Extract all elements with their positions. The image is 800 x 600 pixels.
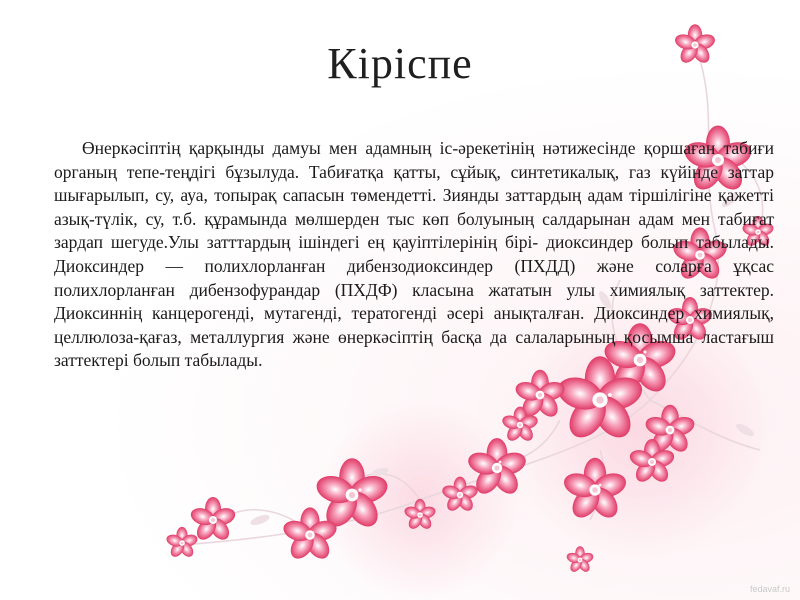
watermark-text: fedavaf.ru bbox=[749, 584, 790, 594]
slide-title: Кіріспе bbox=[327, 39, 473, 88]
slide-body-text: Өнеркәсіптің қарқынды дамуы мен адамның іс-әрекетінің нәтижесінде қоршаған табиғи органың тепе-теңдігі бұзылуда. Табиғатқа қатты, сұйық, синтетикалық, газ күйінде заттар шығарылып, су, ауа, топырақ сапасын төмендетті. Зиянды заттардың адам тіршілігіне қажетті азық-түлік, су, т.б. құрамында мөлшерден тыс көп болуының салдарынан адам мен табиғат зардап шегуде.Улы затттардың ішіндегі ең қауіптілерінің бірі- диоксиндер болып табылады. Диоксиндер — полихлорланған дибензодиоксиндер (ПХДД) және соларға ұқсас полихлорланған дибензофурандар (ПХДФ) класына жататын улы химиялық заттектер. Диоксиннің канцерогенді, мутагенді, тератогенді әсері анықталған. Диоксиндер химиялық, целлюлоза-қағаз, металлургия және өнеркәсіптің басқа да салаларының қосымша ластағыш заттектері болып табылады. bbox=[54, 138, 774, 371]
